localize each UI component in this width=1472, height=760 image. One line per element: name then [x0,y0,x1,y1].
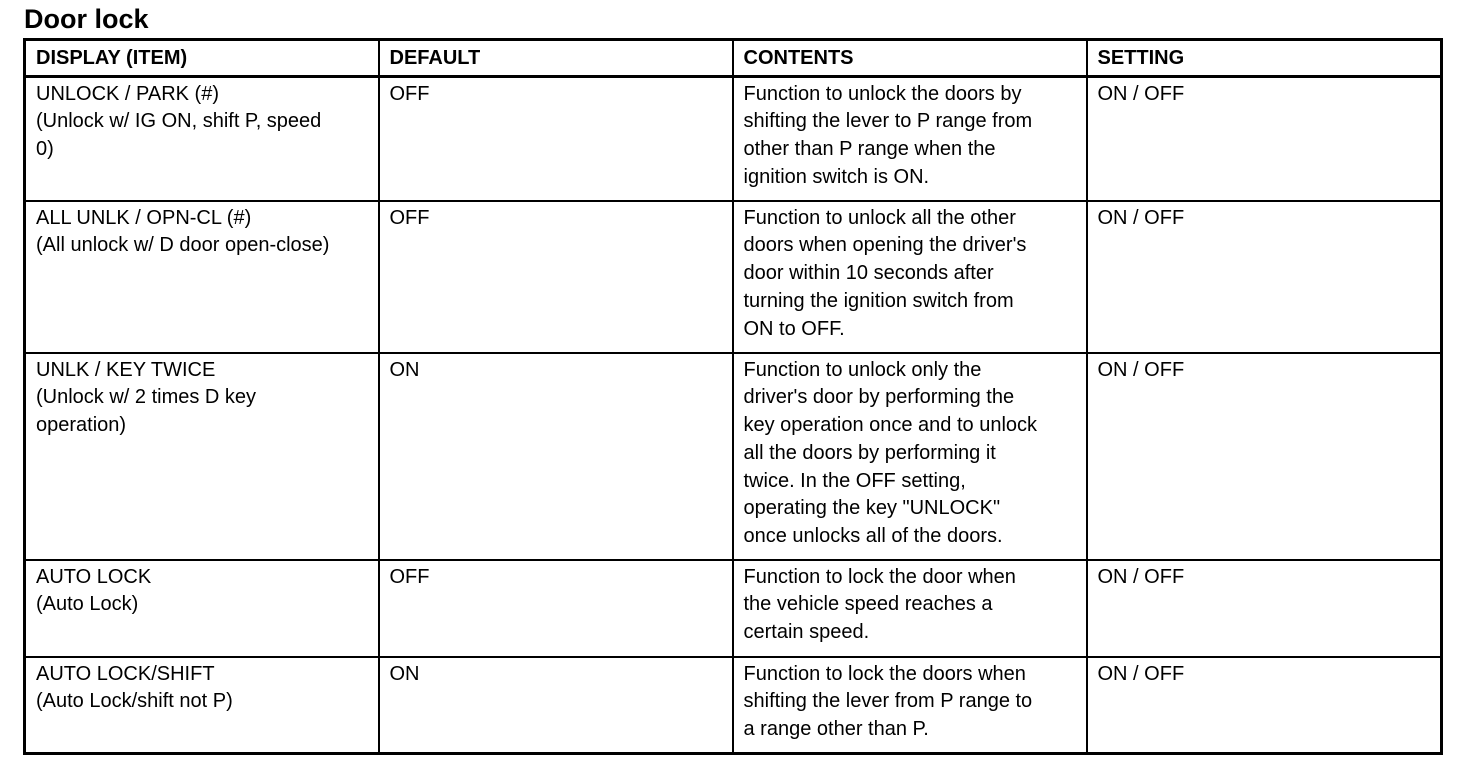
contents-line: ignition switch is ON. [743,165,930,188]
contents-cell [733,353,1087,560]
display-item-line: ALL UNLK / OPN-CL (#) [36,206,252,229]
contents-cell [733,657,1087,754]
setting-cell: ON / OFF [1087,76,1442,201]
contents-line: door within 10 seconds after [743,262,994,285]
contents-line: the vehicle speed reaches a [743,593,993,616]
header-display-item: DISPLAY (ITEM) [25,40,379,77]
setting-cell: ON / OFF [1087,353,1442,560]
contents-line: Function to unlock only the [743,358,982,381]
contents-line: Function to unlock all the other [743,206,1016,229]
contents-line: driver's door by performing the [743,386,1015,409]
display-item-line: UNLOCK / PARK (#) [36,82,219,105]
contents-line: all the doors by performing it [743,441,996,464]
display-item-line: (All unlock w/ D door open-close) [36,234,330,257]
default-cell: OFF [379,560,733,657]
contents-line: ON to OFF. [743,317,845,340]
contents-line: operating the key "UNLOCK" [743,497,1001,520]
contents-line: twice. In the OFF setting, [743,469,966,492]
contents-line: once unlocks all of the doors. [743,524,1003,547]
setting-cell: ON / OFF [1087,657,1442,754]
default-cell: ON [379,353,733,560]
contents-line: certain speed. [743,621,870,644]
display-item-line: (Unlock w/ 2 times D key [36,386,257,409]
table-header-row [25,40,1442,77]
display-item-line: operation) [36,414,127,437]
display-item-line: UNLK / KEY TWICE [36,358,216,381]
contents-line: Function to lock the door when [743,565,1016,588]
display-item-cell [25,353,379,560]
table-row [25,353,1442,560]
contents-cell [733,560,1087,657]
table-row [25,76,1442,201]
table-row [25,560,1442,657]
contents-cell [733,76,1087,201]
page-title: Door lock [24,4,149,34]
display-item-line: (Auto Lock) [36,593,139,616]
contents-cell [733,201,1087,353]
settings-table [23,38,1443,755]
header-contents: CONTENTS [733,40,1087,77]
display-item-cell [25,560,379,657]
header-default: DEFAULT [379,40,733,77]
contents-line: shifting the lever from P range to [743,690,1033,713]
contents-line: a range other than P. [743,718,929,741]
default-cell: OFF [379,201,733,353]
display-item-line: (Auto Lock/shift not P) [36,690,233,713]
contents-line: turning the ignition switch from [743,289,1014,312]
contents-line: shifting the lever to P range from [743,110,1033,133]
setting-cell: ON / OFF [1087,560,1442,657]
display-item-line: 0) [36,138,54,161]
default-cell: ON [379,657,733,754]
setting-cell: ON / OFF [1087,201,1442,353]
display-item-line: (Unlock w/ IG ON, shift P, speed [36,110,322,133]
contents-line: other than P range when the [743,138,996,161]
display-item-cell [25,76,379,201]
contents-line: Function to unlock the doors by [743,82,1022,105]
contents-line: key operation once and to unlock [743,414,1038,437]
display-item-line: AUTO LOCK [36,565,152,588]
header-setting: SETTING [1087,40,1442,77]
default-cell: OFF [379,76,733,201]
table-row [25,201,1442,353]
display-item-cell [25,657,379,754]
table-row [25,657,1442,754]
display-item-cell [25,201,379,353]
display-item-line: AUTO LOCK/SHIFT [36,662,215,685]
contents-line: doors when opening the driver's [743,234,1027,257]
contents-line: Function to lock the doors when [743,662,1026,685]
